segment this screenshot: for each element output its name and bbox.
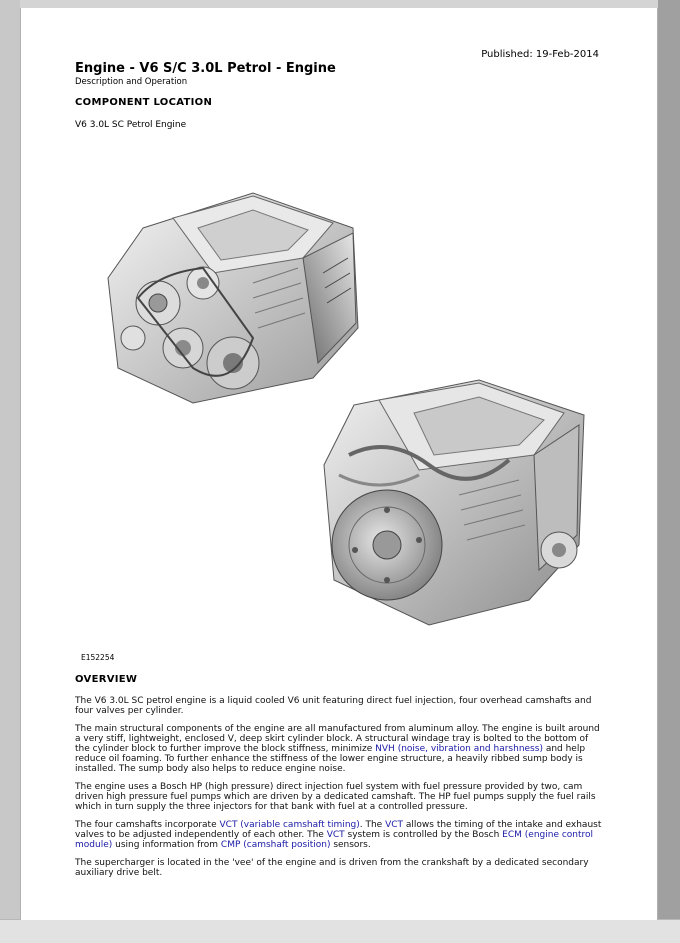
- figure-id: E152254: [81, 653, 115, 662]
- component-location-heading: COMPONENT LOCATION: [75, 97, 213, 108]
- viewer-scrollbar-track[interactable]: [658, 0, 680, 920]
- page-subtitle: Description and Operation: [75, 77, 188, 87]
- p4-text-a: The four camshafts incorporate: [75, 820, 220, 830]
- viewer-left-margin: [0, 0, 20, 920]
- overview-paragraph-4: [75, 820, 605, 850]
- overview-paragraph-3: The engine uses a Bosch HP (high pressure) direct injection fuel system with fuel pressure provided by two, cam driven high pressure fuel pumps which are driven by a dedicated camshaft. The HP fuel pumps supply the fuel rails which in turn supply the three injectors for that bank with fuel at a controlled pressure.: [75, 782, 596, 812]
- published-date: Published: 19-Feb-2014: [481, 49, 599, 60]
- nvh-link[interactable]: NVH (noise, vibration and harshness): [375, 744, 543, 754]
- cmp-link[interactable]: CMP (camshaft position): [220, 840, 331, 850]
- page-title: Engine - V6 S/C 3.0L Petrol - Engine: [75, 61, 336, 76]
- p4-text-e: using information from: [112, 840, 221, 850]
- vct-link-2[interactable]: VCT: [385, 820, 404, 830]
- p4-text-f: sensors.: [330, 840, 371, 850]
- figure-caption: V6 3.0L SC Petrol Engine: [75, 120, 187, 130]
- overview-body: [75, 696, 605, 886]
- overview-paragraph-5: The supercharger is located in the 'vee' of the engine and is driven from the crankshaft by a dedicated secondary auxiliary drive belt.: [75, 858, 589, 878]
- p4-text-d: system is controlled by the Bosch: [344, 830, 503, 840]
- p4-text-b: . The: [359, 820, 386, 830]
- engine-rear-view-illustration: [309, 375, 609, 630]
- p2-text-a: The main structural components of the engine are all manufactured from aluminum alloy. The engine is built around a very stiff, lightweight, enclosed V, deep skirt cylinder block. A structural windage tray is bolted to the bottom of the cylinder block to further improve the block stiffness, minimize: [75, 724, 600, 754]
- p4-text-c: allows the timing of the intake and exhaust valves to be adjusted independently of each other. The: [75, 820, 602, 840]
- viewer-bottom-bar: [0, 919, 680, 943]
- document-page: [20, 8, 658, 920]
- overview-heading: OVERVIEW: [75, 674, 138, 685]
- overview-paragraph-1: The V6 3.0L SC petrol engine is a liquid cooled V6 unit featuring direct fuel injection, four overhead camshafts and four valves per cylinder.: [75, 696, 592, 716]
- p2-text-b: and help reduce oil foaming. To further enhance the stiffness of the lower engine structure, a heavily ribbed sump body is installed. The sump body also helps to reduce engine noise.: [75, 744, 586, 774]
- ecm-link[interactable]: ECM (engine control module): [75, 830, 594, 850]
- vct-link[interactable]: VCT (variable camshaft timing): [219, 820, 360, 830]
- overview-paragraph-2: [75, 724, 605, 774]
- vct-link-3[interactable]: VCT: [326, 830, 345, 840]
